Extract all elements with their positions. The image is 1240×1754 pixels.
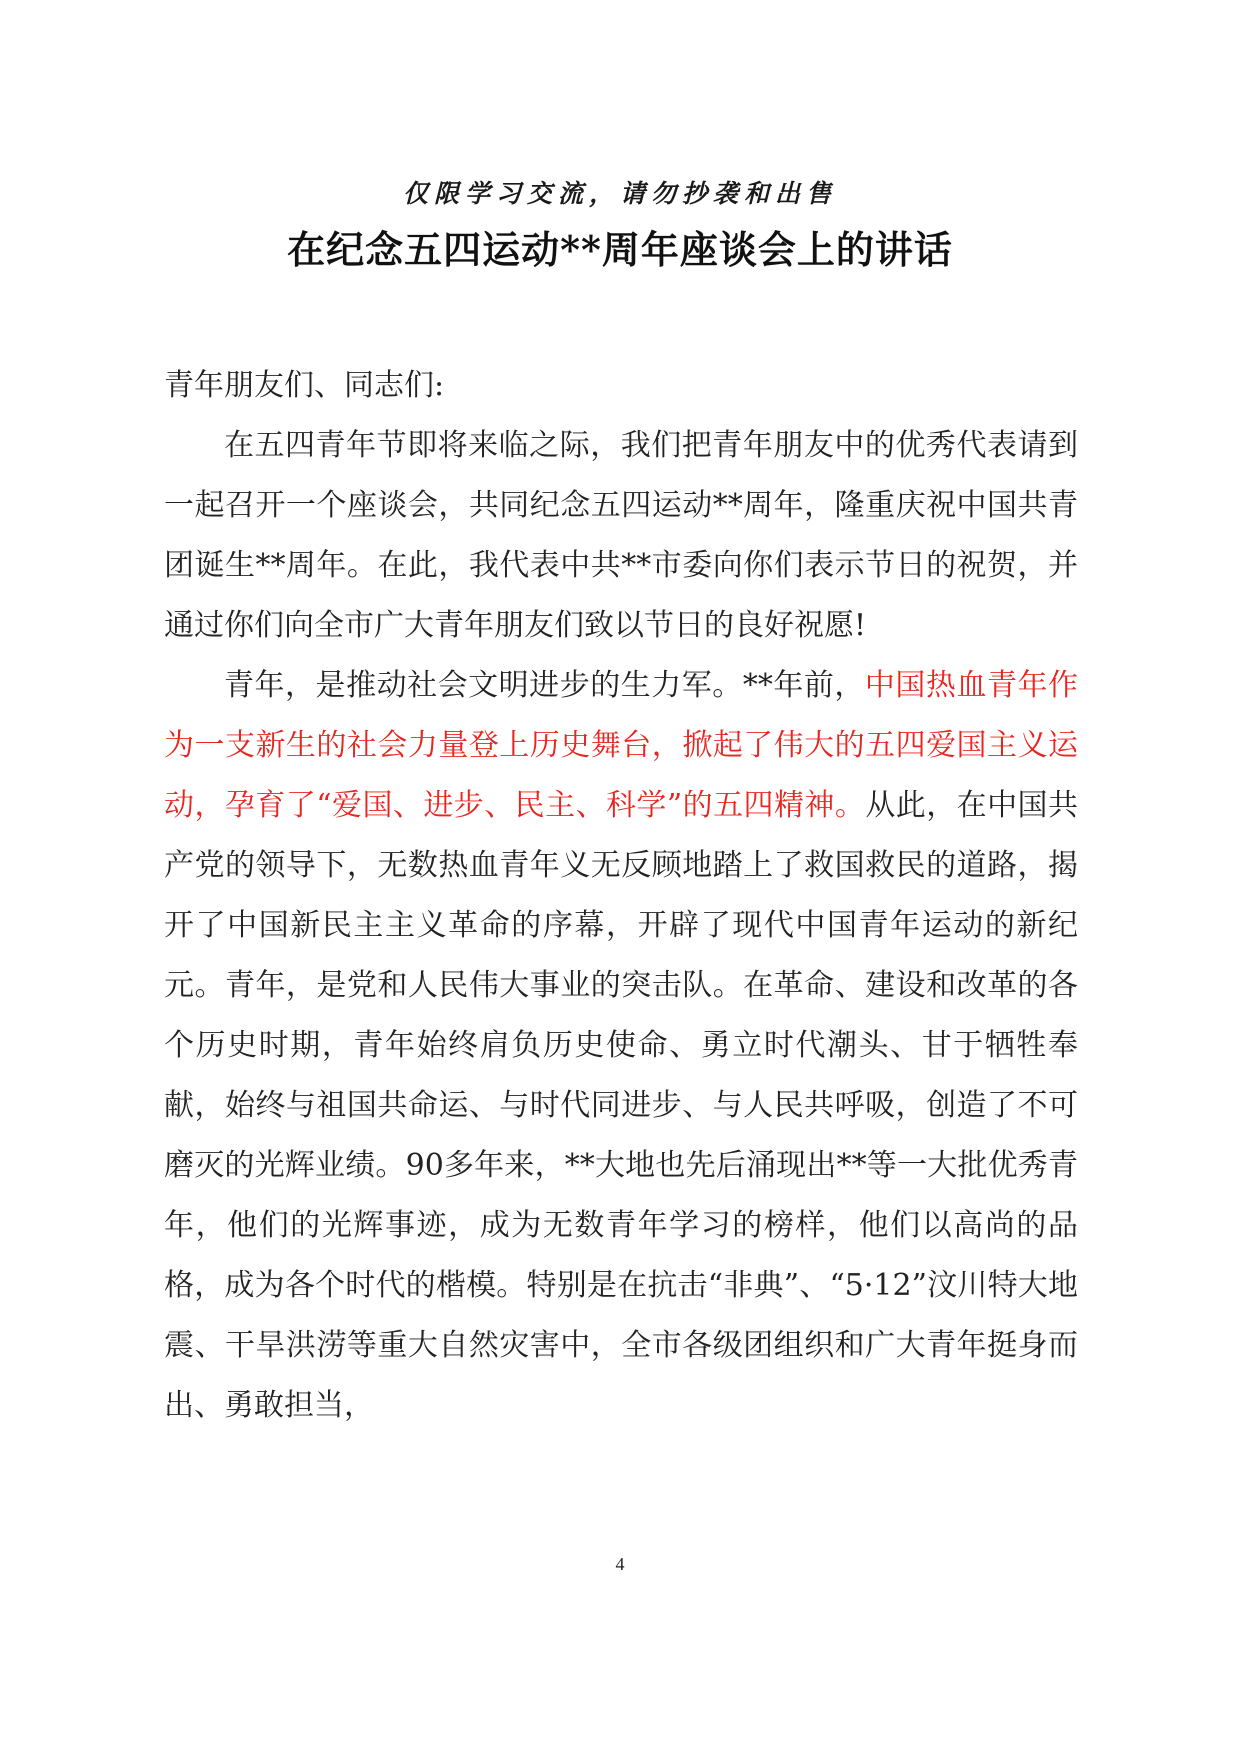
highlighted-text: 中国热血青年作为一支新生的社会力量登上历史舞台，掀起了伟大的五四爱国主义运动，孕育了“爱国、进步、民主、科学”的五四精神。 xyxy=(164,668,1079,823)
paragraph-2-lead: 青年，是推动社会文明进步的生力军。**年前， xyxy=(224,668,865,703)
page-number: 4 xyxy=(615,1554,625,1574)
paragraph-2 xyxy=(164,656,1078,1436)
salutation: 青年朋友们、同志们: xyxy=(164,368,445,403)
paragraph-2-rest: 从此，在中国共产党的领导下，无数热血青年义无反顾地踏上了救国救民的道路，揭开了中国新民主主义革命的序幕，开辟了现代中国青年运动的新纪元。青年，是党和人民伟大事业的突击队。在革命、建设和改革的各个历史时期，青年始终肩负历史使命、勇立时代潮头、甘于牺牲奉献，始终与祖国共命运、与时代同进步、与人民共呼吸，创造了不可磨灭的光辉业绩。90多年来，**大地也先后涌现出**等一大批优秀青年，他们的光辉事迹，成为无数青年学习的榜样，他们以高尚的品格，成为各个时代的楷模。特别是在抗击“非典”、“5·12”汶川特大地震、干旱洪涝等重大自然灾害中，全市各级团组织和广大青年挺身而出、勇敢担当， xyxy=(164,788,1078,1423)
copyright-notice: 仅限学习交流，请勿抄袭和出售 xyxy=(402,179,837,208)
paragraph-1: 在五四青年节即将来临之际，我们把青年朋友中的优秀代表请到一起召开一个座谈会，共同纪念五四运动**周年，隆重庆祝中国共青团诞生**周年。在此，我代表中共**市委向你们表示节日的祝贺，并通过你们向全市广大青年朋友们致以节日的良好祝愿! xyxy=(164,428,1078,643)
document-body xyxy=(164,356,1078,1436)
page-title: 在纪念五四运动**周年座谈会上的讲话 xyxy=(287,227,953,272)
